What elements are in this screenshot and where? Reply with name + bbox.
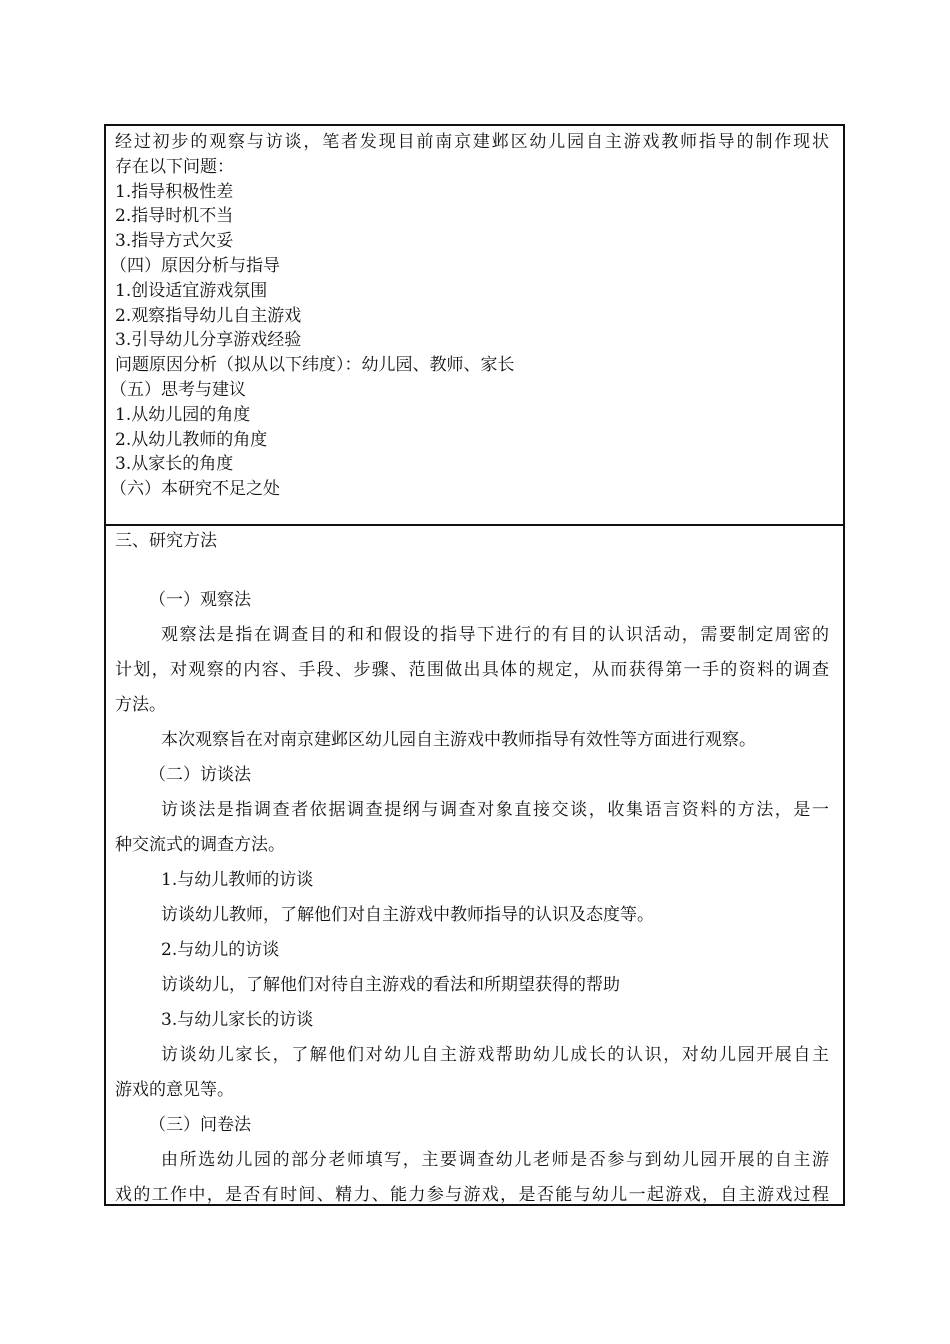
interview-teacher-text: 访谈幼儿教师，了解他们对自主游戏中教师指导的认识及态度等。 <box>161 905 654 925</box>
problem-item-2: 2.指导时机不当 <box>115 206 234 227</box>
interview-para1-line1: 访谈法是指调查者依据调查提纲与调查对象直接交谈，收集语言资料的方法，是一 <box>161 800 829 820</box>
methods-cell <box>106 526 843 1204</box>
methods-title: 三、研究方法 <box>115 531 217 551</box>
interview-para1-line2: 种交流式的调查方法。 <box>115 835 285 855</box>
problem-item-3: 3.指导方式欠妥 <box>115 231 234 252</box>
observation-para1-line2: 计划，对观察的内容、手段、步骤、范围做出具体的规定，从而获得第一手的资料的调查 <box>115 660 829 680</box>
suggestion-item-3: 3.从家长的角度 <box>115 454 234 475</box>
cause-dimensions-line: 问题原因分析（拟从以下纬度）：幼儿园、教师、家长 <box>115 355 515 376</box>
heading-cause-analysis: （四）原因分析与指导 <box>110 255 280 276</box>
problems-cell <box>106 126 843 526</box>
interview-teacher-heading: 1.与幼儿教师的访谈 <box>161 870 314 890</box>
interview-parent-heading: 3.与幼儿家长的访谈 <box>161 1010 314 1030</box>
questionnaire-para1-line1: 由所选幼儿园的部分老师填写，主要调查幼儿老师是否参与到幼儿园开展的自主游 <box>161 1150 829 1170</box>
cause-item-3: 3.引导幼儿分享游戏经验 <box>115 330 302 351</box>
questionnaire-para1-line2: 戏的工作中，是否有时间、精力、能力参与游戏，是否能与幼儿一起游戏，自主游戏过程 <box>115 1185 829 1205</box>
intro-line-1: 经过初步的观察与访谈，笔者发现目前南京建邺区幼儿园自主游戏教师指导的制作现状 <box>115 132 829 152</box>
heading-reflection: （五）思考与建议 <box>110 379 246 400</box>
observation-para2: 本次观察旨在对南京建邺区幼儿园自主游戏中教师指导有效性等方面进行观察。 <box>161 730 756 750</box>
problem-item-1: 1.指导积极性差 <box>115 181 234 202</box>
observation-para1-line1: 观察法是指在调查目的和和假设的指导下进行的有目的认识活动，需要制定周密的 <box>161 625 829 645</box>
interview-heading: （二）访谈法 <box>149 765 251 785</box>
suggestion-item-1: 1.从幼儿园的角度 <box>115 404 251 425</box>
interview-parent-text-line1: 访谈幼儿家长，了解他们对幼儿自主游戏帮助幼儿成长的认识，对幼儿园开展自主 <box>161 1045 829 1065</box>
document-table <box>104 124 845 1206</box>
observation-heading: （一）观察法 <box>149 590 251 610</box>
interview-child-text: 访谈幼儿，了解他们对待自主游戏的看法和所期望获得的帮助 <box>161 975 620 995</box>
suggestion-item-2: 2.从幼儿教师的角度 <box>115 429 268 450</box>
blank-line <box>115 553 843 583</box>
intro-line-2: 存在以下问题： <box>115 156 234 177</box>
cause-item-2: 2.观察指导幼儿自主游戏 <box>115 305 302 326</box>
interview-parent-text-line2: 游戏的意见等。 <box>115 1080 234 1100</box>
interview-child-heading: 2.与幼儿的访谈 <box>161 940 280 960</box>
questionnaire-heading: （三）问卷法 <box>149 1115 251 1135</box>
observation-para1-line3: 方法。 <box>115 695 166 715</box>
heading-limitations: （六）本研究不足之处 <box>110 479 280 500</box>
cause-item-1: 1.创设适宜游戏氛围 <box>115 280 268 301</box>
